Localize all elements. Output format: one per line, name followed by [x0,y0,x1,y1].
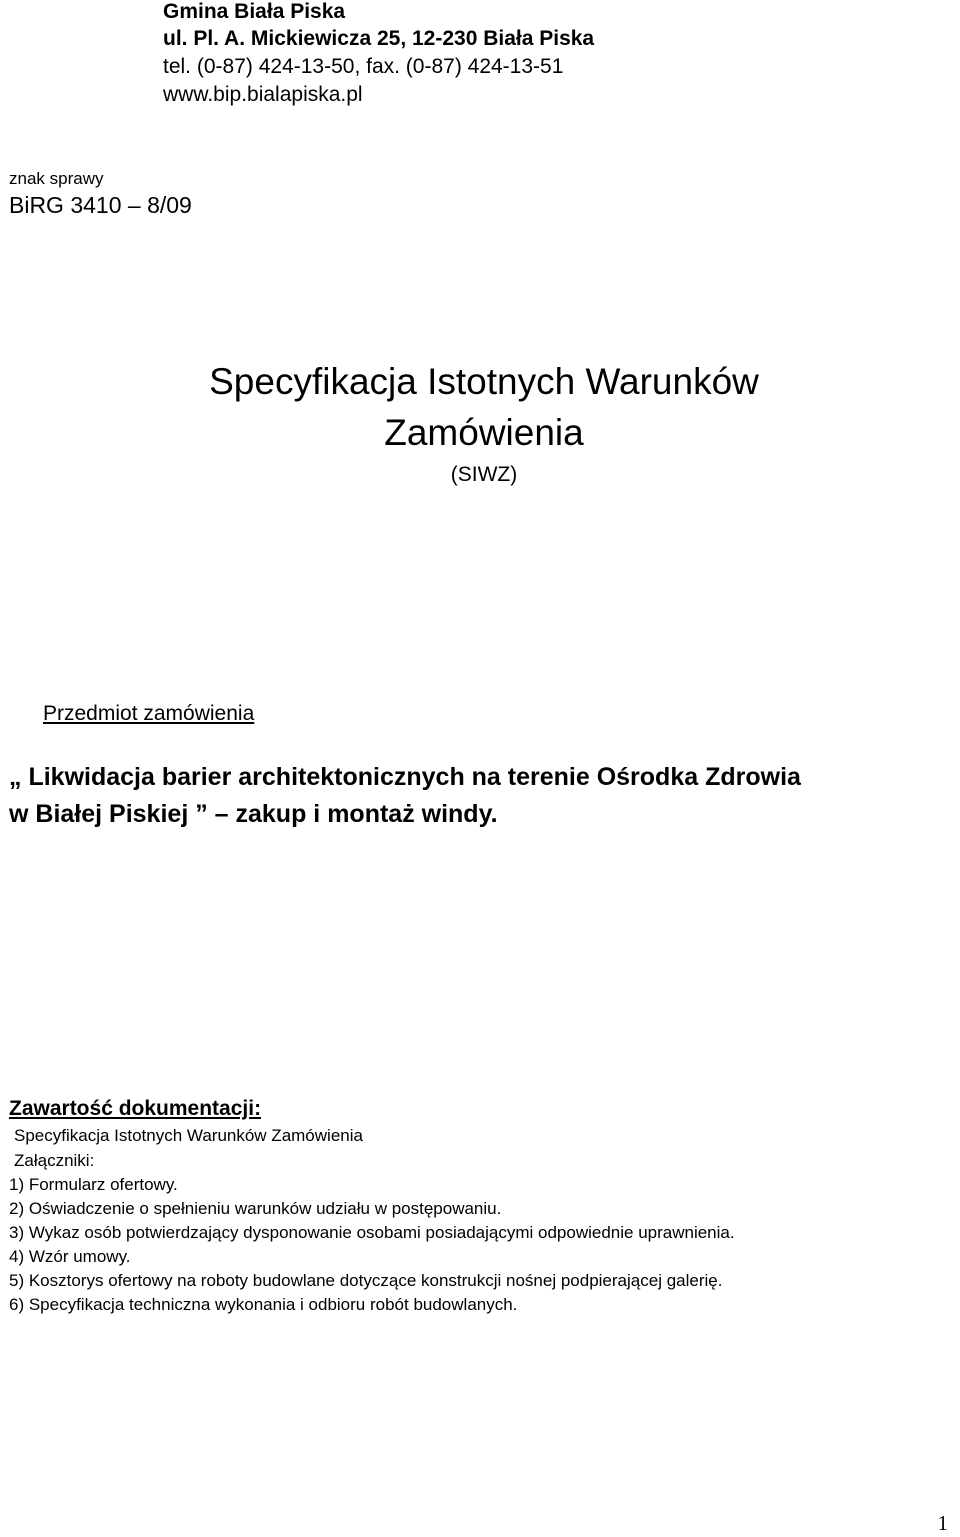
attachment-item: 6) Specyfikacja techniczna wykonania i odbioru robót budowlanych. [9,1295,518,1314]
subject-line-1: „ Likwidacja barier architektonicznych na terenie Ośrodka Zdrowia [9,763,801,791]
case-label: znak sprawy [9,169,104,188]
institution-name: Gmina Biała Piska [163,0,346,23]
documentation-spec: Specyfikacja Istotnych Warunków Zamówienia [14,1126,363,1145]
attachment-item: 5) Kosztorys ofertowy na roboty budowlane dotyczące konstrukcji nośnej podpierającej galerię. [9,1271,723,1290]
document-title-abbreviation: (SIWZ) [450,463,518,486]
case-number: BiRG 3410 – 8/09 [9,192,192,218]
document-title-line-2: Zamówienia [384,412,584,453]
attachment-item: 3) Wykaz osób potwierdzający dysponowanie osobami posiadającymi odpowiednie uprawnienia. [9,1223,735,1242]
attachment-item: 2) Oświadczenie o spełnieniu warunków udziału w postępowaniu. [9,1199,502,1218]
subject-label: Przedmiot zamówienia [43,702,255,725]
institution-website: www.bip.bialapiska.pl [163,83,363,106]
attachment-item: 1) Formularz ofertowy. [9,1175,178,1194]
attachment-item: 4) Wzór umowy. [9,1247,131,1266]
page-number: 1 [937,1511,948,1535]
institution-address: ul. Pl. A. Mickiewicza 25, 12-230 Biała Piska [163,27,595,50]
attachments-list [9,1173,735,1317]
attachments-label: Załączniki: [14,1151,95,1170]
document-title-line-1: Specyfikacja Istotnych Warunków [209,361,759,402]
subject-line-2: w Białej Piskiej ” – zakup i montaż windy. [9,800,498,828]
institution-contact: tel. (0-87) 424-13-50, fax. (0-87) 424-13-51 [163,55,564,78]
documentation-heading: Zawartość dokumentacji: [9,1097,262,1120]
